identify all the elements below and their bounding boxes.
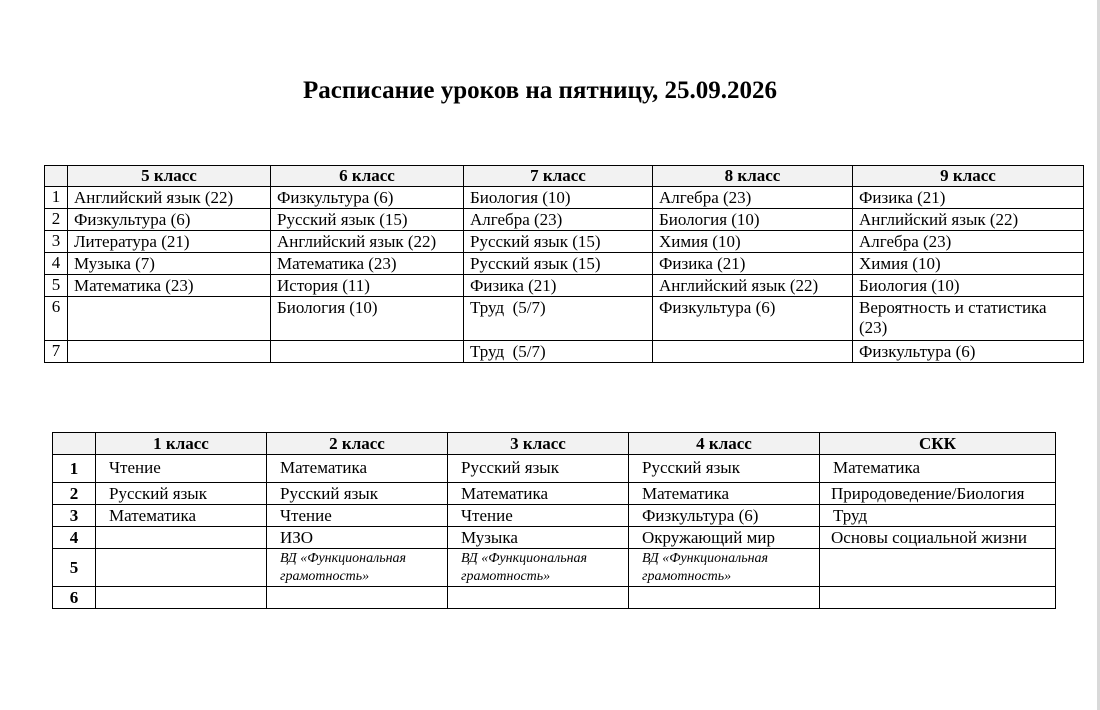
lesson-number: 6 bbox=[45, 297, 68, 341]
table-cell bbox=[68, 297, 271, 341]
table-cell: Чтение bbox=[267, 505, 448, 527]
table-cell: Английский язык (22) bbox=[653, 275, 853, 297]
table-cell: Математика bbox=[448, 483, 629, 505]
header-cell-corner bbox=[53, 433, 96, 455]
table-cell: Литература (21) bbox=[68, 231, 271, 253]
table-cell: Музыка bbox=[448, 527, 629, 549]
table-row bbox=[45, 187, 1084, 209]
lesson-number: 3 bbox=[53, 505, 96, 527]
table-cell: Математика (23) bbox=[271, 253, 464, 275]
header-cell-grade-8: 8 класс bbox=[653, 166, 853, 187]
table-row bbox=[45, 209, 1084, 231]
table-cell: Русский язык (15) bbox=[464, 253, 653, 275]
lesson-number: 3 bbox=[45, 231, 68, 253]
table-row bbox=[45, 231, 1084, 253]
header-cell-grade-3: 3 класс bbox=[448, 433, 629, 455]
table-cell: Алгебра (23) bbox=[464, 209, 653, 231]
table-cell: Физика (21) bbox=[464, 275, 653, 297]
table-cell: Труд (5/7) bbox=[464, 341, 653, 363]
table-cell: Основы социальной жизни bbox=[820, 527, 1056, 549]
table-cell: Биология (10) bbox=[464, 187, 653, 209]
header-cell-grade-1: 1 класс bbox=[96, 433, 267, 455]
table-cell: Математика bbox=[267, 455, 448, 483]
lesson-number: 1 bbox=[45, 187, 68, 209]
table-cell: Физкультура (6) bbox=[68, 209, 271, 231]
table-cell: Физкультура (6) bbox=[271, 187, 464, 209]
table-cell: Биология (10) bbox=[853, 275, 1084, 297]
table-cell bbox=[96, 549, 267, 587]
table-cell: История (11) bbox=[271, 275, 464, 297]
table-cell: Чтение bbox=[448, 505, 629, 527]
table-row bbox=[45, 253, 1084, 275]
table-row bbox=[45, 297, 1084, 341]
table-row bbox=[45, 341, 1084, 363]
table-cell: Английский язык (22) bbox=[271, 231, 464, 253]
table-cell: Чтение bbox=[96, 455, 267, 483]
table-cell: ИЗО bbox=[267, 527, 448, 549]
table-cell: Биология (10) bbox=[271, 297, 464, 341]
table-cell bbox=[448, 587, 629, 609]
schedule-table-grades-5-9 bbox=[44, 165, 1084, 363]
header-cell-grade-7: 7 класс bbox=[464, 166, 653, 187]
table-row bbox=[53, 587, 1056, 609]
lesson-number: 6 bbox=[53, 587, 96, 609]
table-cell: Математика (23) bbox=[68, 275, 271, 297]
header-cell-skk: СКК bbox=[820, 433, 1056, 455]
table-cell bbox=[96, 587, 267, 609]
table-cell bbox=[820, 587, 1056, 609]
header-cell-grade-6: 6 класс bbox=[271, 166, 464, 187]
table-cell: Физика (21) bbox=[653, 253, 853, 275]
schedule-table-grades-1-4 bbox=[52, 432, 1056, 609]
table-cell: Природоведение/Биология bbox=[820, 483, 1056, 505]
table-cell bbox=[68, 341, 271, 363]
lesson-number: 7 bbox=[45, 341, 68, 363]
table-cell: Музыка (7) bbox=[68, 253, 271, 275]
header-cell-grade-2: 2 класс bbox=[267, 433, 448, 455]
table-cell bbox=[629, 587, 820, 609]
table-cell: Физкультура (6) bbox=[853, 341, 1084, 363]
lesson-number: 2 bbox=[53, 483, 96, 505]
table-cell: Английский язык (22) bbox=[68, 187, 271, 209]
lesson-number: 5 bbox=[45, 275, 68, 297]
table-cell: Русский язык bbox=[448, 455, 629, 483]
table-cell: Алгебра (23) bbox=[853, 231, 1084, 253]
table-cell: Окружающий мир bbox=[629, 527, 820, 549]
table-cell: Русский язык (15) bbox=[464, 231, 653, 253]
table-cell: Русский язык bbox=[267, 483, 448, 505]
table-cell: Труд (5/7) bbox=[464, 297, 653, 341]
header-row bbox=[45, 166, 1084, 187]
table-cell: Русский язык (15) bbox=[271, 209, 464, 231]
lesson-number: 2 bbox=[45, 209, 68, 231]
table-cell: Физкультура (6) bbox=[653, 297, 853, 341]
table-cell: Биология (10) bbox=[653, 209, 853, 231]
table-cell bbox=[653, 341, 853, 363]
table-cell bbox=[267, 587, 448, 609]
extracurricular-cell: ВД «Функциональная грамотность» bbox=[267, 549, 448, 587]
lesson-number: 1 bbox=[53, 455, 96, 483]
table-cell: Вероятность и статистика (23) bbox=[853, 297, 1084, 341]
table-cell: Русский язык bbox=[629, 455, 820, 483]
table-cell: Русский язык bbox=[96, 483, 267, 505]
extracurricular-cell: ВД «Функциональная грамотность» bbox=[448, 549, 629, 587]
table-cell bbox=[96, 527, 267, 549]
table-row bbox=[53, 549, 1056, 587]
header-row bbox=[53, 433, 1056, 455]
table-cell bbox=[271, 341, 464, 363]
table-cell: Английский язык (22) bbox=[853, 209, 1084, 231]
lesson-number: 4 bbox=[53, 527, 96, 549]
table-row bbox=[53, 527, 1056, 549]
table-row bbox=[53, 483, 1056, 505]
table-cell: Физика (21) bbox=[853, 187, 1084, 209]
table-cell bbox=[820, 549, 1056, 587]
extracurricular-cell: ВД «Функциональная грамотность» bbox=[629, 549, 820, 587]
table-cell: Математика bbox=[96, 505, 267, 527]
table-cell: Алгебра (23) bbox=[653, 187, 853, 209]
header-cell-grade-4: 4 класс bbox=[629, 433, 820, 455]
lesson-number: 5 bbox=[53, 549, 96, 587]
header-cell-grade-9: 9 класс bbox=[853, 166, 1084, 187]
table-row bbox=[53, 455, 1056, 483]
table-cell: Химия (10) bbox=[853, 253, 1084, 275]
table-cell: Математика bbox=[629, 483, 820, 505]
table-row bbox=[45, 275, 1084, 297]
table-row bbox=[53, 505, 1056, 527]
table-cell: Труд bbox=[820, 505, 1056, 527]
header-cell-corner bbox=[45, 166, 68, 187]
table-cell: Математика bbox=[820, 455, 1056, 483]
header-cell-grade-5: 5 класс bbox=[68, 166, 271, 187]
lesson-number: 4 bbox=[45, 253, 68, 275]
table-cell: Химия (10) bbox=[653, 231, 853, 253]
page-title: Расписание уроков на пятницу, 25.09.2026 bbox=[303, 77, 777, 104]
table-cell: Физкультура (6) bbox=[629, 505, 820, 527]
